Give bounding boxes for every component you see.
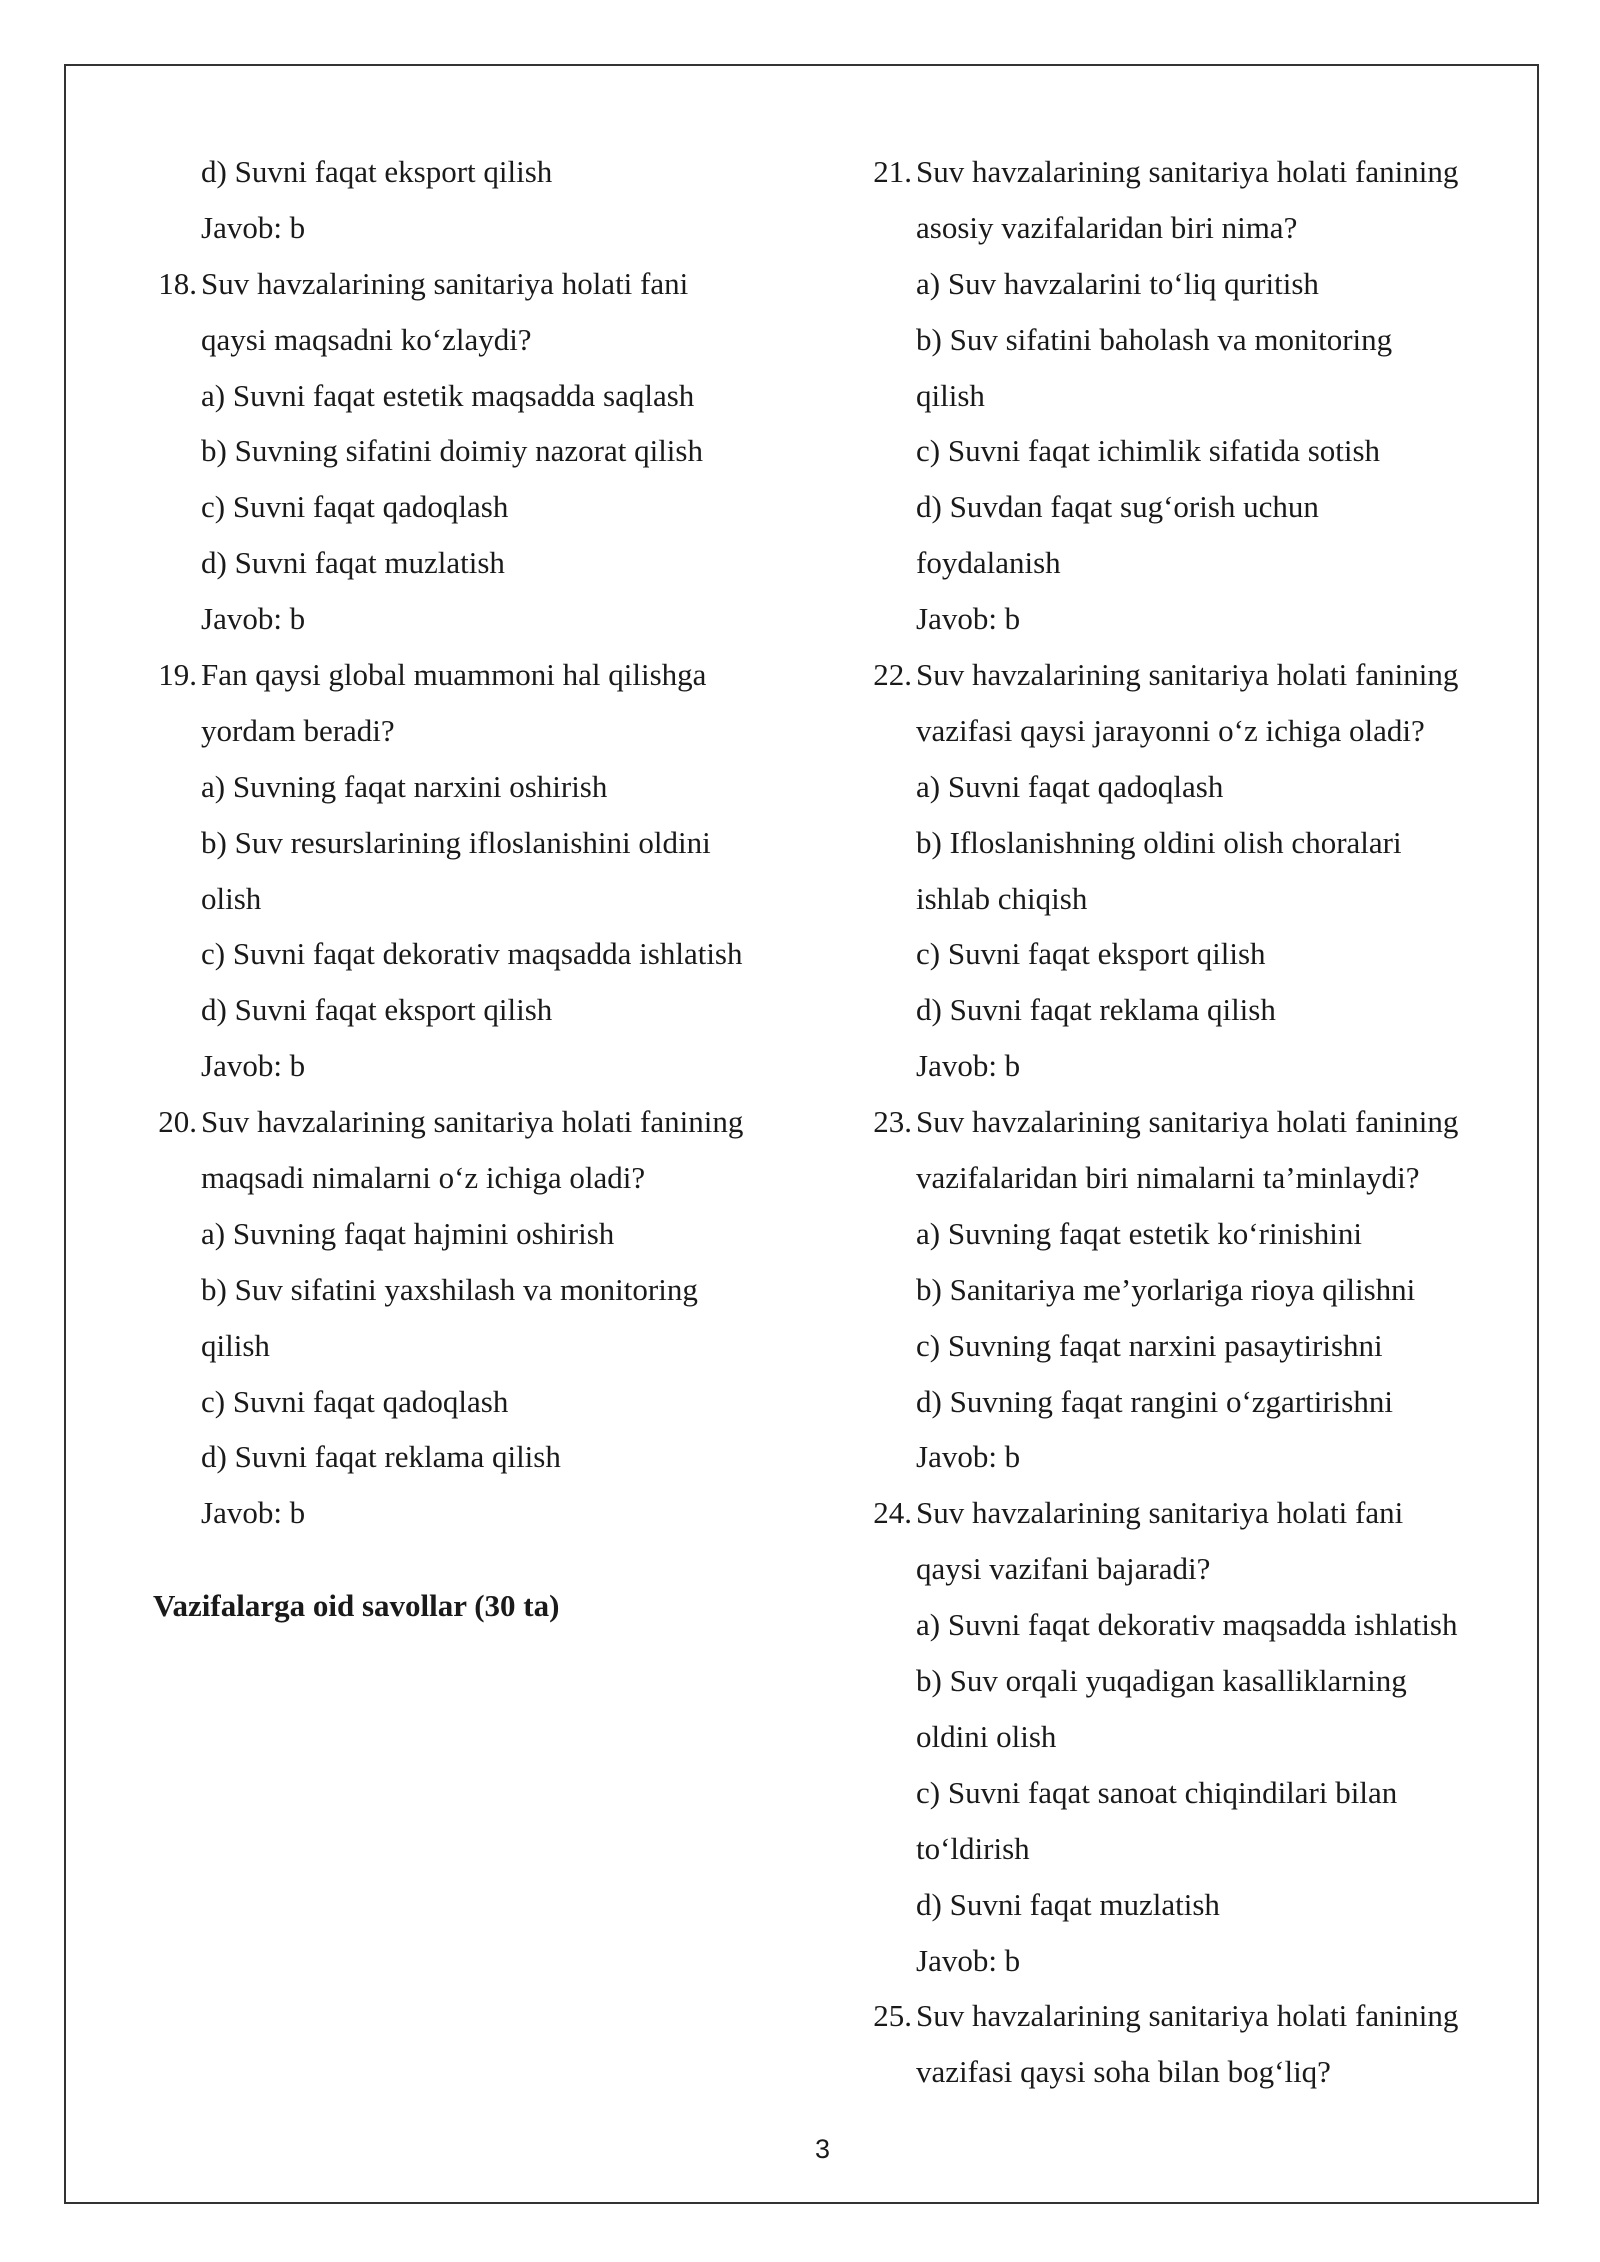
question-text-line xyxy=(868,1150,1508,1206)
option-line: c) Suvni faqat dekorativ maqsadda ishlatish xyxy=(201,936,743,972)
answer-line: Javob: b xyxy=(201,1048,306,1084)
question-text-line xyxy=(868,200,1508,256)
question-text: qaysi vazifani bajaradi? xyxy=(916,1551,1211,1587)
question-text-line xyxy=(868,2044,1508,2100)
question-text: Suv havzalarining sanitariya holati fanining xyxy=(916,657,1459,693)
question-block xyxy=(868,144,1508,647)
question-text-line xyxy=(868,1988,1508,2044)
right-question-list xyxy=(868,144,1508,2100)
question-number: 24. xyxy=(873,1495,912,1531)
option-line: a) Suvning faqat estetik ko‘rinishini xyxy=(916,1215,1362,1251)
question-number: 21. xyxy=(873,154,912,189)
option-line: c) Suvni faqat qadoqlash xyxy=(201,489,509,525)
question-text: Suv havzalarining sanitariya holati fanining xyxy=(916,1998,1459,2034)
option-line: a) Suvning faqat hajmini oshirish xyxy=(201,1215,615,1251)
question-text: Suv havzalarining sanitariya holati fani xyxy=(201,265,689,301)
option-line: to‘ldirish xyxy=(916,1830,1030,1866)
question-text-line xyxy=(153,312,793,368)
question-text: vazifasi qaysi jarayonni o‘z ichiga oladi? xyxy=(916,712,1425,748)
question-number: 22. xyxy=(873,657,912,693)
option-line: c) Suvni faqat qadoqlash xyxy=(201,1383,509,1419)
question-number: 25. xyxy=(873,1998,912,2034)
option-line: ishlab chiqish xyxy=(916,880,1088,916)
question-text-line xyxy=(868,647,1508,703)
question-text: Suv havzalarining sanitariya holati fanining xyxy=(916,1104,1459,1140)
page-number: 3 xyxy=(814,2134,831,2164)
question-block xyxy=(868,647,1508,1094)
option-line: qilish xyxy=(916,377,985,413)
question-text: Fan qaysi global muammoni hal qilishga xyxy=(201,657,707,693)
option-line: d) Suvni faqat eksport qilish xyxy=(201,992,553,1028)
answer-line: Javob: b xyxy=(916,1048,1021,1084)
left-column xyxy=(153,144,793,1634)
answer-line: Javob: b xyxy=(916,1439,1021,1475)
question-text: vazifalaridan biri nimalarni ta’minlaydi? xyxy=(916,1160,1420,1196)
option-line: d) Suvni faqat eksport qilish xyxy=(201,154,553,189)
question-block xyxy=(868,1485,1508,1988)
question-text: vazifasi qaysi soha bilan bog‘liq? xyxy=(916,2054,1331,2090)
option-line: olish xyxy=(201,880,262,916)
option-line: oldini olish xyxy=(916,1718,1057,1754)
question-block xyxy=(868,1988,1508,2100)
question-text: maqsadi nimalarni o‘z ichiga oladi? xyxy=(201,1160,646,1196)
answer-line: Javob: b xyxy=(201,209,306,245)
question-number: 18. xyxy=(158,265,197,301)
question-text-line xyxy=(153,256,793,312)
question-block xyxy=(868,1094,1508,1485)
option-line: a) Suvning faqat narxini oshirish xyxy=(201,768,608,804)
option-line: d) Suvni faqat muzlatish xyxy=(916,1886,1220,1922)
question-text: Suv havzalarining sanitariya holati fanining xyxy=(201,1104,744,1140)
option-line: d) Suvdan faqat sug‘orish uchun xyxy=(916,489,1319,525)
question-text: Suv havzalarining sanitariya holati fanining xyxy=(916,154,1459,189)
question-text: yordam beradi? xyxy=(201,712,395,748)
question-text-line xyxy=(868,703,1508,759)
question-number: 19. xyxy=(158,657,197,693)
option-line: d) Suvni faqat muzlatish xyxy=(201,545,505,581)
option-line: d) Suvni faqat reklama qilish xyxy=(201,1439,561,1475)
option-line: b) Suv orqali yuqadigan kasalliklarning xyxy=(916,1663,1407,1699)
option-line: a) Suvni faqat qadoqlash xyxy=(916,768,1224,804)
option-line: b) Sanitariya me’yorlariga rioya qilishni xyxy=(916,1271,1416,1307)
option-line: c) Suvning faqat narxini pasaytirishni xyxy=(916,1327,1383,1363)
option-line: c) Suvni faqat ichimlik sifatida sotish xyxy=(916,433,1381,469)
answer-line: Javob: b xyxy=(201,1495,306,1531)
answer-line: Javob: b xyxy=(916,601,1021,637)
question-text-line xyxy=(868,1541,1508,1597)
question-number: 23. xyxy=(873,1104,912,1140)
option-line: d) Suvning faqat rangini o‘zgartirishni xyxy=(916,1383,1393,1419)
left-question-list xyxy=(153,256,793,1541)
question-text-line xyxy=(153,703,793,759)
option-line: c) Suvni faqat sanoat chiqindilari bilan xyxy=(916,1774,1398,1810)
question-number: 20. xyxy=(158,1104,197,1140)
right-column xyxy=(868,144,1508,2100)
option-line: qilish xyxy=(201,1327,270,1363)
question-text-line xyxy=(153,647,793,703)
option-line: foydalanish xyxy=(916,545,1061,581)
section-heading: Vazifalarga oid savollar (30 ta) xyxy=(153,1588,560,1624)
question-text-line xyxy=(868,144,1508,200)
option-line: b) Suvning sifatini doimiy nazorat qilish xyxy=(201,433,703,469)
question-text: qaysi maqsadni ko‘zlaydi? xyxy=(201,321,532,357)
question-text-line xyxy=(868,1094,1508,1150)
answer-line: Javob: b xyxy=(201,601,306,637)
question-block xyxy=(153,256,793,647)
option-line: b) Ifloslanishning oldini olish choralari xyxy=(916,824,1402,860)
question-text-line xyxy=(153,1094,793,1150)
question-block xyxy=(153,1094,793,1541)
option-line: b) Suv sifatini yaxshilash va monitoring xyxy=(201,1271,698,1307)
answer-line: Javob: b xyxy=(916,1942,1021,1978)
option-line: c) Suvni faqat eksport qilish xyxy=(916,936,1266,972)
option-line: a) Suv havzalarini to‘liq quritish xyxy=(916,265,1319,301)
option-line: b) Suv sifatini baholash va monitoring xyxy=(916,321,1393,357)
option-line: b) Suv resurslarining ifloslanishini oldini xyxy=(201,824,711,860)
question-text: Suv havzalarining sanitariya holati fani xyxy=(916,1495,1404,1531)
question-block xyxy=(153,647,793,1094)
question-text: asosiy vazifalaridan biri nima? xyxy=(916,209,1298,245)
option-line: a) Suvni faqat dekorativ maqsadda ishlatish xyxy=(916,1607,1458,1643)
question-text-line xyxy=(868,1485,1508,1541)
option-line: a) Suvni faqat estetik maqsadda saqlash xyxy=(201,377,695,413)
question-text-line xyxy=(153,1150,793,1206)
option-line: d) Suvni faqat reklama qilish xyxy=(916,992,1276,1028)
